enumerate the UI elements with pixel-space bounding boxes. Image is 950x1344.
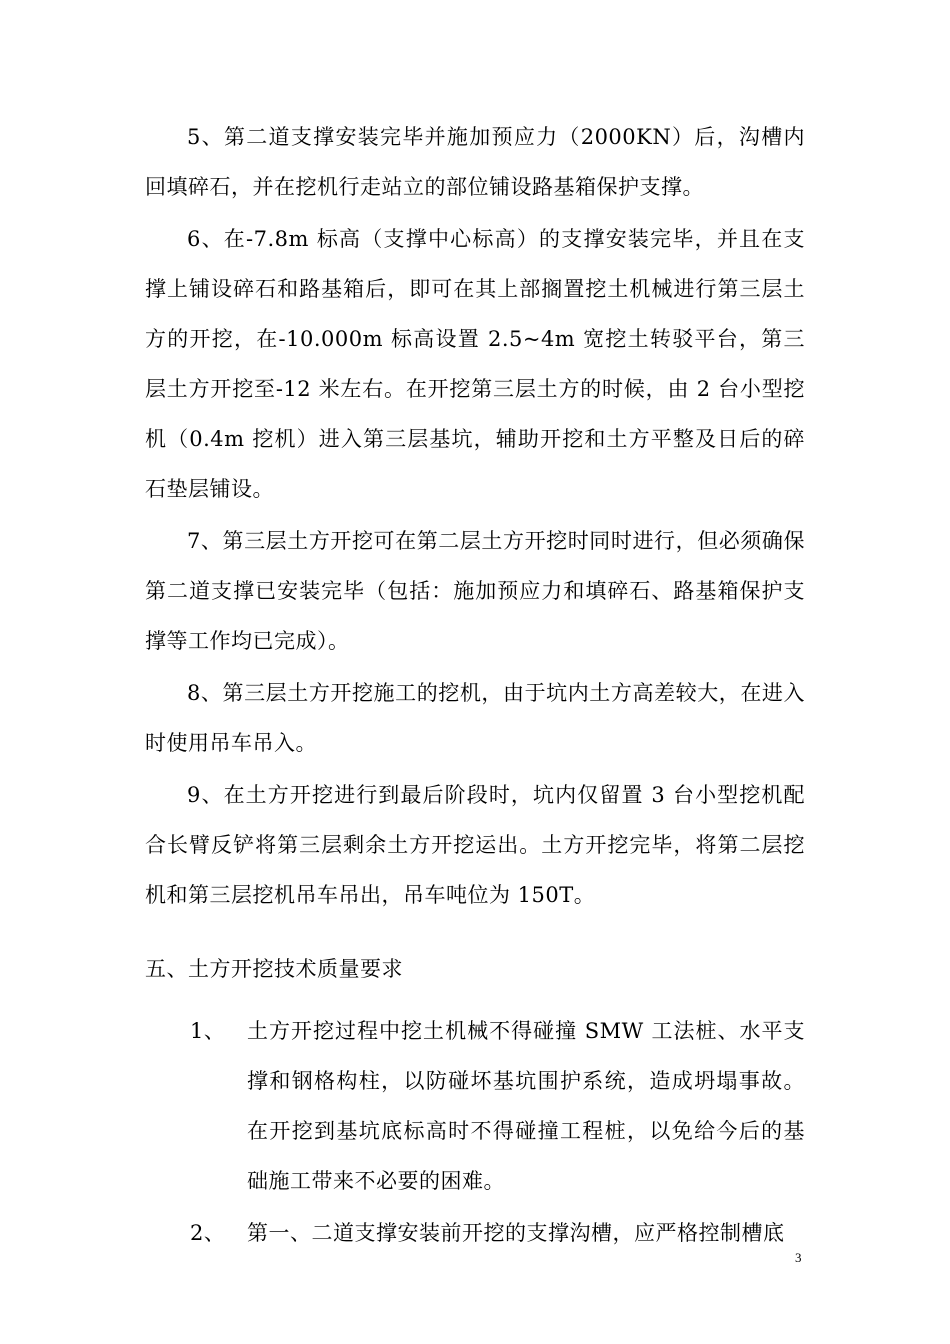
page-number: 3: [795, 1250, 802, 1265]
paragraph-9: 9、在土方开挖进行到最后阶段时，坑内仅留置 3 台小型挖机配合长臂反铲将第三层剩余土方开挖运出。土方开挖完毕，将第二层挖机和第三层挖机吊车吊出，吊车吨位为 150T。: [145, 783, 805, 907]
paragraph-8: 8、第三层土方开挖施工的挖机，由于坑内土方高差较大，在进入时使用吊车吊入。: [145, 681, 805, 755]
document-body: [145, 112, 805, 1260]
paragraph-5: 5、第二道支撑安装完毕并施加预应力（2000KN）后，沟槽内回填碎石，并在挖机行走站立的部位铺设路基箱保护支撑。: [145, 125, 805, 199]
paragraph-6: 6、在-7.8m 标高（支撑中心标高）的支撑安装完毕，并且在支撑上铺设碎石和路基箱后，即可在其上部搁置挖土机械进行第三层土方的开挖，在-10.000m 标高设置 2.5~4m 宽挖土转驳平台，第三层土方开挖至-12 米左右。在开挖第三层土方的时候，由 2 台小型挖机（0.4m 挖机）进入第三层基坑，辅助开挖和土方平整及日后的碎石垫层铺设。: [145, 227, 805, 501]
list-item: [145, 1208, 805, 1258]
list-item-number: 2、: [190, 1221, 226, 1245]
list-item-text: 第一、二道支撑安装前开挖的支撑沟槽，应严格控制槽底: [247, 1221, 785, 1245]
list-item: [145, 1006, 805, 1206]
paragraph-7: 7、第三层土方开挖可在第二层土方开挖时同时进行，但必须确保第二道支撑已安装完毕（包括：施加预应力和填碎石、路基箱保护支撑等工作均已完成）。: [145, 529, 805, 653]
list-item-text: 土方开挖过程中挖土机械不得碰撞 SMW 工法桩、水平支撑和钢格构柱，以防碰坏基坑围护系统，造成坍塌事故。在开挖到基坑底标高时不得碰撞工程桩，以免给今后的基础施工带来不必要的困难。: [247, 1019, 805, 1193]
section-heading: 五、土方开挖技术质量要求: [145, 957, 403, 981]
list-item-number: 1、: [190, 1019, 226, 1043]
